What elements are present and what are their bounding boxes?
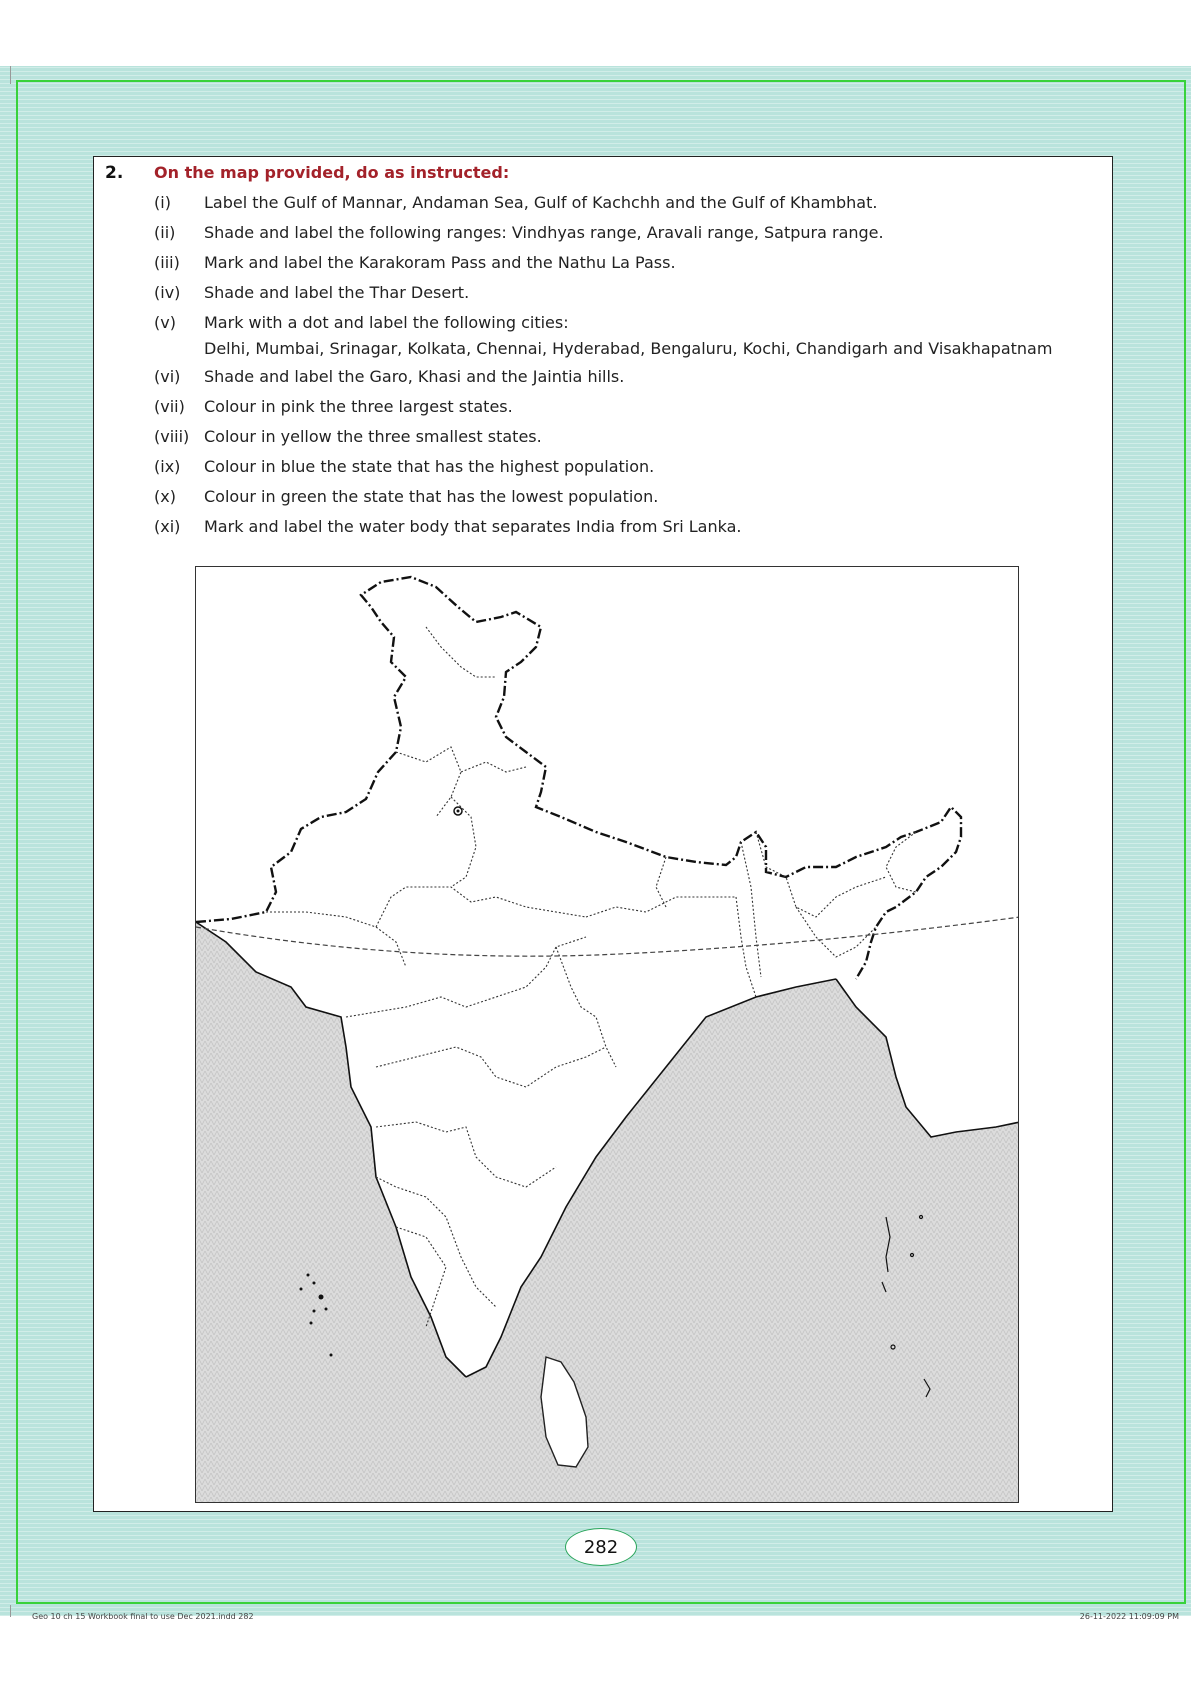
- question-panel: [93, 156, 1113, 1512]
- item-text: Shade and label the Thar Desert.: [204, 283, 470, 302]
- footer-file-info: Geo 10 ch 15 Workbook final to use Dec 2021.indd 282: [32, 1612, 254, 1621]
- item-text: Colour in green the state that has the lowest population.: [204, 487, 659, 506]
- item-text-cities: Delhi, Mumbai, Srinagar, Kolkata, Chennai, Hyderabad, Bengaluru, Kochi, Chandigarh and Visakhapatnam: [204, 339, 1053, 358]
- india-outline-map: [195, 566, 1019, 1503]
- item-number: (ii): [154, 223, 176, 242]
- footer-timestamp: 26-11-2022 11:09:09 PM: [1079, 1612, 1179, 1621]
- item-number: (i): [154, 193, 171, 212]
- item-text: Colour in yellow the three smallest states.: [204, 427, 542, 446]
- item-number: (vii): [154, 397, 185, 416]
- page-number: 282: [565, 1528, 637, 1566]
- item-text: Colour in pink the three largest states.: [204, 397, 513, 416]
- question-number: 2.: [105, 163, 124, 183]
- question-heading: On the map provided, do as instructed:: [154, 163, 510, 182]
- item-text: Mark and label the Karakoram Pass and the Nathu La Pass.: [204, 253, 676, 272]
- item-text: Colour in blue the state that has the highest population.: [204, 457, 655, 476]
- item-number: (xi): [154, 517, 181, 536]
- item-number: (vi): [154, 367, 181, 386]
- item-number: (x): [154, 487, 176, 506]
- item-text: Shade and label the following ranges: Vindhyas range, Aravali range, Satpura range.: [204, 223, 884, 242]
- item-number: (iv): [154, 283, 181, 302]
- map-drawing: [196, 567, 1019, 1503]
- crop-mark: [10, 66, 11, 84]
- crop-mark: [10, 1605, 11, 1617]
- item-text: Label the Gulf of Mannar, Andaman Sea, Gulf of Kachchh and the Gulf of Khambhat.: [204, 193, 878, 212]
- item-text: Shade and label the Garo, Khasi and the Jaintia hills.: [204, 367, 625, 386]
- international-border: [196, 577, 961, 979]
- item-text: Mark and label the water body that separates India from Sri Lanka.: [204, 517, 742, 536]
- tropic-of-cancer: [196, 917, 1019, 956]
- item-number: (v): [154, 313, 176, 332]
- item-number: (ix): [154, 457, 181, 476]
- item-number: (iii): [154, 253, 180, 272]
- item-text: Mark with a dot and label the following cities:: [204, 313, 569, 332]
- item-number: (viii): [154, 427, 190, 446]
- sea-area: [196, 922, 1019, 1503]
